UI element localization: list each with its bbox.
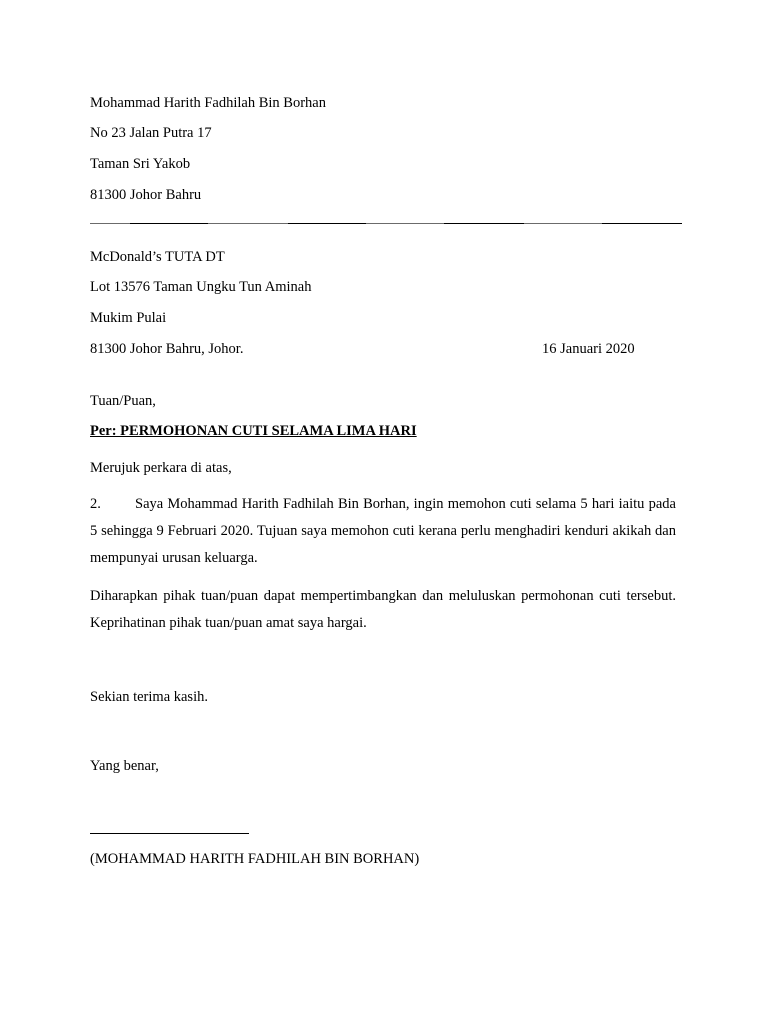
divider-segment xyxy=(288,223,366,224)
divider-segment xyxy=(602,223,682,224)
sender-address-line3: 81300 Johor Bahru xyxy=(90,187,202,203)
paragraph-number: 2. xyxy=(90,496,101,512)
address-divider xyxy=(90,223,682,224)
paragraph-3: Diharapkan pihak tuan/puan dapat mempertimbangkan dan meluluskan permohonan cuti tersebut. Keprihatinan pihak tuan/puan amat saya hargai. xyxy=(90,588,676,631)
recipient-name: McDonald’s TUTA DT xyxy=(90,249,225,265)
closing-line: Sekian terima kasih. xyxy=(90,689,208,705)
paragraph-2-text: Saya Mohammad Harith Fadhilah Bin Borhan, ingin memohon cuti selama 5 hari iaitu pada 5 sehingga 9 Februari 2020. Tujuan saya memohon cuti kerana perlu menghadiri kenduri akikah dan mempunyai urusan keluarga. xyxy=(90,496,676,566)
paragraph-2 xyxy=(90,491,676,572)
sender-address-line2: Taman Sri Yakob xyxy=(90,156,191,172)
signature-name: (MOHAMMAD HARITH FADHILAH BIN BORHAN) xyxy=(90,851,420,867)
divider-segment xyxy=(444,223,524,224)
recipient-address-line2: Mukim Pulai xyxy=(90,310,167,326)
sign-off: Yang benar, xyxy=(90,758,159,774)
sender-address-line1: No 23 Jalan Putra 17 xyxy=(90,125,212,141)
reference-line: Merujuk perkara di atas, xyxy=(90,460,232,476)
signature-line xyxy=(90,833,249,834)
sender-name: Mohammad Harith Fadhilah Bin Borhan xyxy=(90,95,326,111)
salutation: Tuan/Puan, xyxy=(90,393,156,409)
recipient-address-line3: 81300 Johor Bahru, Johor. xyxy=(90,341,244,357)
letter-date: 16 Januari 2020 xyxy=(542,341,635,357)
divider-segment xyxy=(130,223,208,224)
recipient-address-line1: Lot 13576 Taman Ungku Tun Aminah xyxy=(90,279,312,295)
letter-subject: Per: PERMOHONAN CUTI SELAMA LIMA HARI xyxy=(90,423,417,439)
